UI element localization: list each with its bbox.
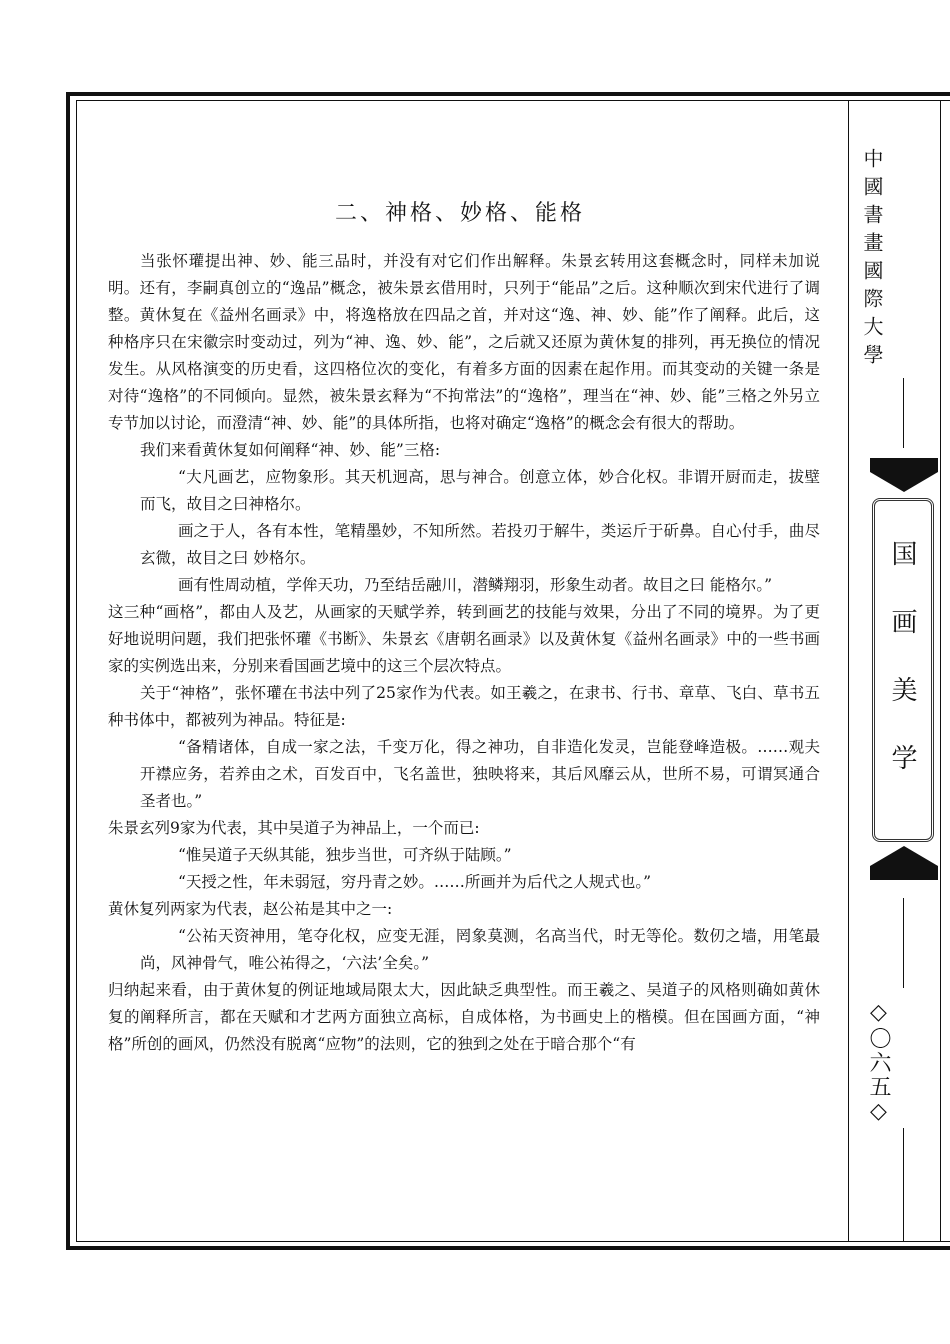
paragraph: 关于“神格”，张怀瓘在书法中列了25家作为代表。如王羲之，在隶书、行书、章草、飞白、草书五种书体中，都被列为神品。特征是:	[108, 684, 820, 729]
section-heading: 二、神格、妙格、能格	[334, 201, 585, 226]
quotation: “备精诸体，自成一家之法，千变万化，得之神功，自非造化发灵，岂能登峰造极。……观夫开襟应务，若养由之术，百发百中，飞名盖世，独映将来，其后风靡云从，世所不易，可谓冥通合圣者也。”	[140, 738, 820, 810]
page-number: ◇〇六五◇	[866, 1000, 891, 1126]
quotation: 画之于人，各有本性，笔精墨妙，不知所然。若投刃于解牛，类运斤于斫鼻。自心付手，曲尽玄微，故目之曰 妙格尔。	[140, 522, 820, 567]
book-title: 国画美学	[887, 540, 917, 812]
side-rule	[903, 1128, 904, 1242]
side-rule	[903, 898, 904, 988]
paragraph: 我们来看黄休复如何阐释“神、妙、能”三格:	[140, 441, 441, 459]
title-band-top-point	[870, 472, 938, 492]
side-column-divider	[848, 100, 849, 1242]
title-band-top	[870, 458, 938, 472]
quotation: “大凡画艺，应物象形。其天机迥高，思与神合。创意立体，妙合化权。非谓开厨而走，拔壁而飞，故目之曰神格尔。	[140, 468, 820, 513]
title-band-bottom-point	[870, 846, 938, 866]
paragraph: 黄休复列两家为代表，赵公祐是其中之一:	[108, 900, 393, 918]
side-rule	[903, 378, 904, 448]
quotation: “公祐天资神用，笔夺化权，应变无涯，罔象莫测，名高当代，时无等伦。数仞之墙，用笔最尚，风神骨气，唯公祐得之，‘六法’全矣。”	[140, 927, 820, 972]
quotation: 画有性周动植，学侔天功，乃至结岳融川，潜鳞翔羽，形象生动者。故目之曰 能格尔。”	[178, 576, 773, 594]
body-text	[108, 248, 820, 1058]
title-band-bottom	[870, 866, 938, 880]
paragraph: 归纳起来看，由于黄休复的例证地域局限太大，因此缺乏典型性。而王羲之、吴道子的风格则确如黄休复的阐释所言，都在天赋和才艺两方面独立高标，自成体格，为书画史上的楷模。但在国画方面，“神格”所创的画风，仍然没有脱离“应物”的法则，它的独到之处在于暗合那个“有	[108, 981, 820, 1053]
paragraph: 朱景玄列9家为代表，其中吴道子为神品上，一个而已:	[108, 819, 480, 837]
side-column-edge	[940, 100, 941, 1242]
paragraph: 当张怀瓘提出神、妙、能三品时，并没有对它们作出解释。朱景玄转用这套概念时，同样未加说明。还有，李嗣真创立的“逸品”概念，被朱景玄借用时，只列于“能品”之后。这种顺次到宋代进行了调整。黄休复在《益州名画录》中，将逸格放在四品之首，并对这“逸、神、妙、能”作了阐释。此后，这种格序只在宋徽宗时变动过，列为“神、逸、妙、能”，之后就又还原为黄休复的排列，再无换位的情况发生。从风格演变的历史看，这四格位次的变化，有着多方面的因素在起作用。而其变动的关键一条是对待“逸格”的不同倾向。显然，被朱景玄释为“不拘常法”的“逸格”，理当在“神、妙、能”三格之外另立专节加以讨论，而澄清“神、妙、能”的具体所指，也将对确定“逸格”的概念会有很大的帮助。	[108, 252, 820, 432]
paragraph: 这三种“画格”，都由人及艺，从画家的天赋学养，转到画艺的技能与效果，分出了不同的境界。为了更好地说明问题，我们把张怀瓘《书断》、朱景玄《唐朝名画录》以及黄休复《益州名画录》中的一些书画家的实例选出来，分别来看国画艺境中的这三个层次特点。	[108, 603, 820, 675]
quotation: “惟吴道子天纵其能，独步当世，可齐纵于陆顾。”	[178, 846, 512, 864]
school-name: 中國書畫國際大學	[860, 148, 884, 372]
quotation: “天授之性，年未弱冠，穷丹青之妙。……所画并为后代之人规式也。”	[178, 873, 652, 891]
